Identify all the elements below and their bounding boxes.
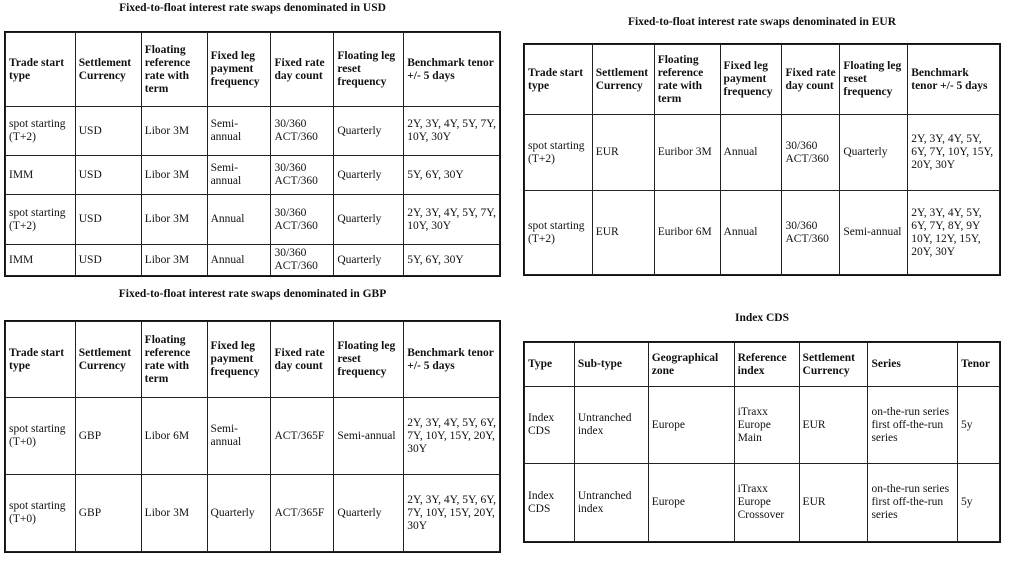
usd-col-header: Floating leg reset frequency	[334, 33, 404, 107]
table-cell: IMM	[6, 156, 76, 195]
table-cell: spot starting (T+2)	[6, 195, 76, 245]
table-cell: Euribor 3M	[654, 115, 720, 191]
table-cell: Semi-annual	[840, 191, 908, 275]
eur-header-row	[525, 45, 1000, 115]
table-cell: Libor 3M	[141, 156, 207, 195]
table-cell: ACT/365F	[271, 475, 334, 552]
eur-col-header: Floating reference rate with term	[654, 45, 720, 115]
table-cell: Quarterly	[334, 107, 404, 156]
table-cell: Quarterly	[207, 475, 271, 552]
table-cell: Libor 3M	[141, 195, 207, 245]
table-cell: 5y	[958, 464, 1000, 542]
table-cell: EUR	[799, 387, 868, 464]
table-cell: spot starting (T+0)	[6, 475, 76, 552]
gbp-section	[5, 288, 500, 552]
table-cell: Libor 3M	[141, 245, 207, 276]
table-cell: spot starting (T+2)	[6, 107, 76, 156]
table-row	[6, 398, 500, 475]
gbp-col-header: Trade start type	[6, 322, 76, 398]
table-cell: 2Y, 3Y, 4Y, 5Y, 6Y, 7Y, 10Y, 15Y, 20Y, 30Y	[404, 398, 500, 475]
usd-col-header: Benchmark tenor +/- 5 days	[404, 33, 500, 107]
table-cell: 30/360 ACT/360	[782, 115, 840, 191]
table-cell: 2Y, 3Y, 4Y, 5Y, 7Y, 10Y, 30Y	[404, 107, 500, 156]
table-cell: spot starting (T+2)	[525, 191, 593, 275]
table-cell: 5Y, 6Y, 30Y	[404, 156, 500, 195]
table-cell: Euribor 6M	[654, 191, 720, 275]
usd-col-header: Fixed leg payment frequency	[207, 33, 271, 107]
cds-col-header: Sub-type	[574, 343, 648, 387]
table-cell: on-the-run series first off-the-run series	[868, 387, 958, 464]
cds-table	[524, 342, 1000, 542]
gbp-table	[5, 321, 500, 552]
table-cell: Libor 3M	[141, 107, 207, 156]
table-cell: EUR	[592, 191, 654, 275]
gbp-col-header: Benchmark tenor +/- 5 days	[404, 322, 500, 398]
table-cell: Europe	[648, 464, 734, 542]
table-cell: ACT/365F	[271, 398, 334, 475]
table-cell: Quarterly	[334, 156, 404, 195]
table-row	[6, 475, 500, 552]
table-cell: USD	[75, 156, 141, 195]
table-cell: 5y	[958, 387, 1000, 464]
table-cell: spot starting (T+2)	[525, 115, 593, 191]
cds-col-header: Settlement Currency	[799, 343, 868, 387]
table-row	[525, 464, 1000, 542]
table-cell: Quarterly	[334, 195, 404, 245]
table-row	[525, 115, 1000, 191]
eur-col-header: Floating leg reset frequency	[840, 45, 908, 115]
gbp-title: Fixed-to-float interest rate swaps denominated in GBP	[118, 288, 387, 300]
gbp-col-header: Fixed leg payment frequency	[207, 322, 271, 398]
eur-col-header: Benchmark tenor +/- 5 days	[908, 45, 1000, 115]
table-cell: IMM	[6, 245, 76, 276]
table-cell: iTraxx Europe Crossover	[734, 464, 799, 542]
cds-col-header: Geographical zone	[648, 343, 734, 387]
table-cell: 30/360 ACT/360	[782, 191, 840, 275]
table-cell: USD	[75, 245, 141, 276]
table-cell: Untranched index	[574, 387, 648, 464]
table-cell: USD	[75, 107, 141, 156]
cds-col-header: Tenor	[958, 343, 1000, 387]
usd-col-header: Floating reference rate with term	[141, 33, 207, 107]
table-cell: GBP	[75, 475, 141, 552]
eur-col-header: Fixed rate day count	[782, 45, 840, 115]
gbp-col-header: Floating leg reset frequency	[334, 322, 404, 398]
cds-header-row	[525, 343, 1000, 387]
table-cell: 30/360 ACT/360	[271, 245, 334, 276]
table-cell: Annual	[720, 191, 782, 275]
table-cell: Semi-annual	[334, 398, 404, 475]
table-cell: Quarterly	[334, 245, 404, 276]
table-cell: Annual	[207, 245, 271, 276]
table-cell: Annual	[720, 115, 782, 191]
usd-header-row	[6, 33, 500, 107]
table-cell: EUR	[592, 115, 654, 191]
usd-section	[5, 2, 500, 276]
table-cell: 30/360 ACT/360	[271, 107, 334, 156]
table-cell: Quarterly	[334, 475, 404, 552]
table-cell: Quarterly	[840, 115, 908, 191]
table-cell: Index CDS	[525, 387, 575, 464]
table-cell: Semi-annual	[207, 107, 271, 156]
table-cell: Semi-annual	[207, 156, 271, 195]
table-cell: on-the-run series first off-the-run series	[868, 464, 958, 542]
eur-col-header: Settlement Currency	[592, 45, 654, 115]
table-cell: 30/360 ACT/360	[271, 156, 334, 195]
eur-col-header: Fixed leg payment frequency	[720, 45, 782, 115]
cds-col-header: Series	[868, 343, 958, 387]
usd-col-header: Trade start type	[6, 33, 76, 107]
usd-table	[5, 32, 500, 276]
table-row	[6, 107, 500, 156]
table-row	[6, 245, 500, 276]
table-cell: iTraxx Europe Main	[734, 387, 799, 464]
cds-col-header: Type	[525, 343, 575, 387]
table-cell: Untranched index	[574, 464, 648, 542]
gbp-header-row	[6, 322, 500, 398]
table-cell: Index CDS	[525, 464, 575, 542]
eur-title: Fixed-to-float interest rate swaps denominated in EUR	[627, 16, 897, 28]
table-cell: Libor 6M	[141, 398, 207, 475]
table-cell: 2Y, 3Y, 4Y, 5Y, 6Y, 7Y, 8Y, 9Y 10Y, 12Y, 15Y, 20Y, 30Y	[908, 191, 1000, 275]
gbp-col-header: Fixed rate day count	[271, 322, 334, 398]
table-cell: USD	[75, 195, 141, 245]
gbp-col-header: Floating reference rate with term	[141, 322, 207, 398]
table-cell: 2Y, 3Y, 4Y, 5Y, 6Y, 7Y, 10Y, 15Y, 20Y, 30Y	[404, 475, 500, 552]
table-row	[6, 195, 500, 245]
table-cell: 2Y, 3Y, 4Y, 5Y, 7Y, 10Y, 30Y	[404, 195, 500, 245]
eur-section	[524, 16, 1000, 275]
table-cell: Libor 3M	[141, 475, 207, 552]
table-cell: 5Y, 6Y, 30Y	[404, 245, 500, 276]
table-cell: spot starting (T+0)	[6, 398, 76, 475]
table-row	[525, 387, 1000, 464]
gbp-col-header: Settlement Currency	[75, 322, 141, 398]
table-cell: Semi-annual	[207, 398, 271, 475]
table-row	[525, 191, 1000, 275]
cds-title: Index CDS	[734, 312, 789, 324]
table-cell: Europe	[648, 387, 734, 464]
eur-col-header: Trade start type	[525, 45, 593, 115]
table-cell: 30/360 ACT/360	[271, 195, 334, 245]
usd-title: Fixed-to-float interest rate swaps denominated in USD	[119, 2, 386, 14]
table-cell: Annual	[207, 195, 271, 245]
table-row	[6, 156, 500, 195]
table-cell: GBP	[75, 398, 141, 475]
eur-table	[524, 44, 1000, 275]
usd-col-header: Fixed rate day count	[271, 33, 334, 107]
cds-col-header: Reference index	[734, 343, 799, 387]
cds-section	[524, 312, 1000, 542]
usd-col-header: Settlement Currency	[75, 33, 141, 107]
table-cell: EUR	[799, 464, 868, 542]
table-cell: 2Y, 3Y, 4Y, 5Y, 6Y, 7Y, 10Y, 15Y, 20Y, 30Y	[908, 115, 1000, 191]
